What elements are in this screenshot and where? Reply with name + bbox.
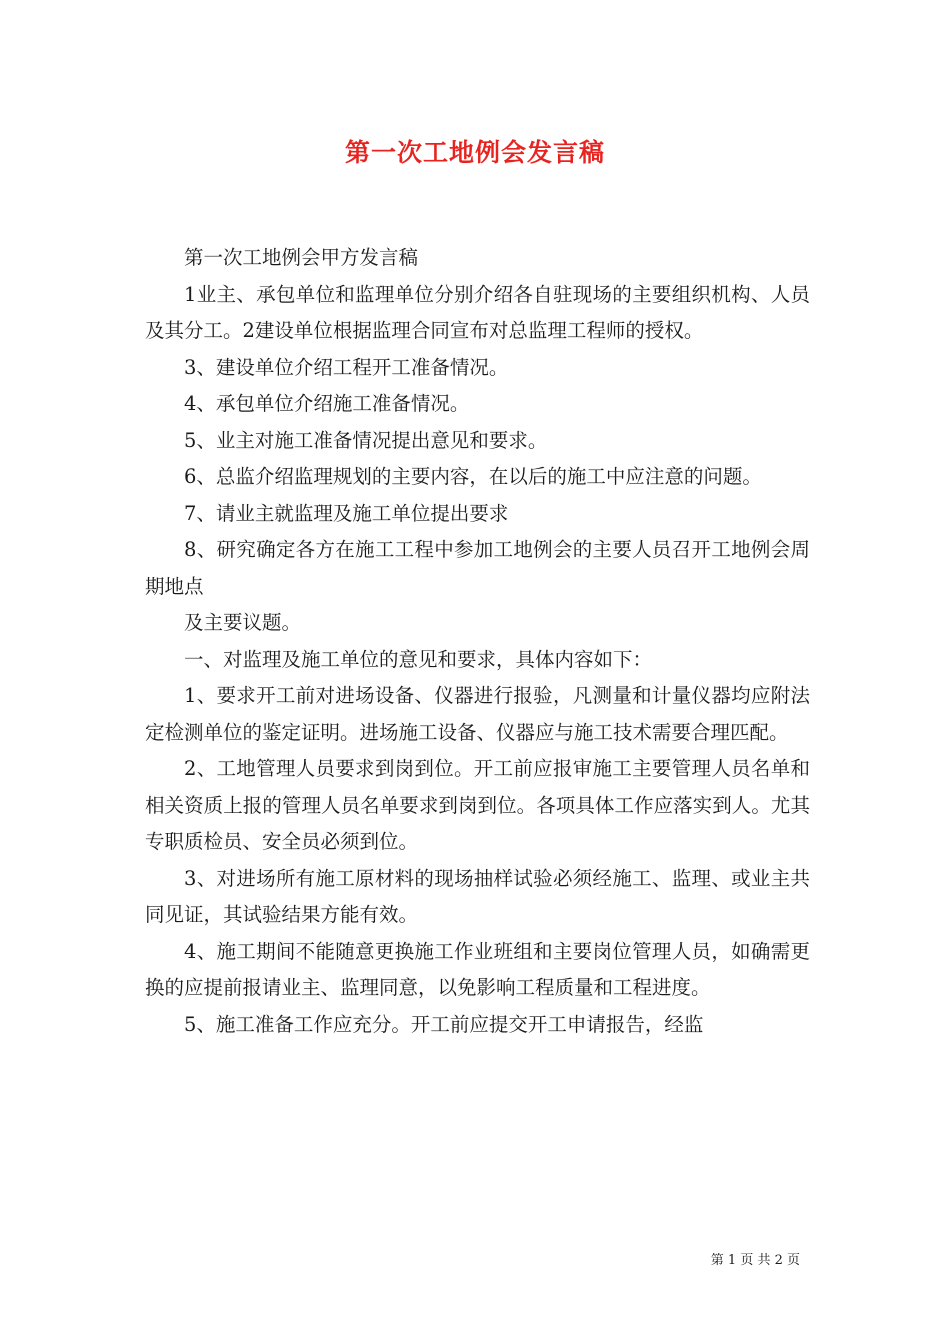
paragraph: 7、请业主就监理及施工单位提出要求 xyxy=(184,501,509,525)
paragraph: 4、承包单位介绍施工准备情况。 xyxy=(184,392,470,415)
paragraph: 1、要求开工前对进场设备、仪器进行报验，凡测量和计量仪器均应附法定检测单位的鉴定证明。进场施工设备、仪器应与施工技术需要合理匹配。 xyxy=(145,684,810,744)
paragraph: 5、业主对施工准备情况提出意见和要求。 xyxy=(184,428,548,452)
paragraph: 4、施工期间不能随意更换施工作业班组和主要岗位管理人员，如确需更换的应提前报请业主、监理同意，以免影响工程质量和工程进度。 xyxy=(145,939,810,999)
document-title: 第一次工地例会发言稿 xyxy=(344,138,605,167)
document-body xyxy=(145,240,810,1043)
paragraph: 8、研究确定各方在施工工程中参加工地例会的主要人员召开工地例会周期地点 xyxy=(145,538,810,598)
paragraph: 及主要议题。 xyxy=(184,611,302,634)
paragraph: 一、对监理及施工单位的意见和要求，具体内容如下： xyxy=(184,647,653,671)
paragraph: 1业主、承包单位和监理单位分别介绍各自驻现场的主要组织机构、人员及其分工。2建设单位根据监理合同宣布对总监理工程师的授权。 xyxy=(145,282,810,342)
page-footer: 第 1 页 共 2 页 xyxy=(710,1253,800,1268)
paragraph: 5、施工准备工作应充分。开工前应提交开工申请报告，经监 xyxy=(184,1012,704,1036)
paragraph: 3、建设单位介绍工程开工准备情况。 xyxy=(184,355,509,379)
paragraph: 6、总监介绍监理规划的主要内容，在以后的施工中应注意的问题。 xyxy=(184,465,762,488)
paragraph: 第一次工地例会甲方发言稿 xyxy=(184,246,419,269)
paragraph: 3、对进场所有施工原材料的现场抽样试验必须经施工、监理、或业主共同见证，其试验结果方能有效。 xyxy=(145,866,810,926)
paragraph: 2、工地管理人员要求到岗到位。开工前应报审施工主要管理人员名单和相关资质上报的管理人员名单要求到岗到位。各项具体工作应落实到人。尤其专职质检员、安全员必须到位。 xyxy=(145,757,810,853)
